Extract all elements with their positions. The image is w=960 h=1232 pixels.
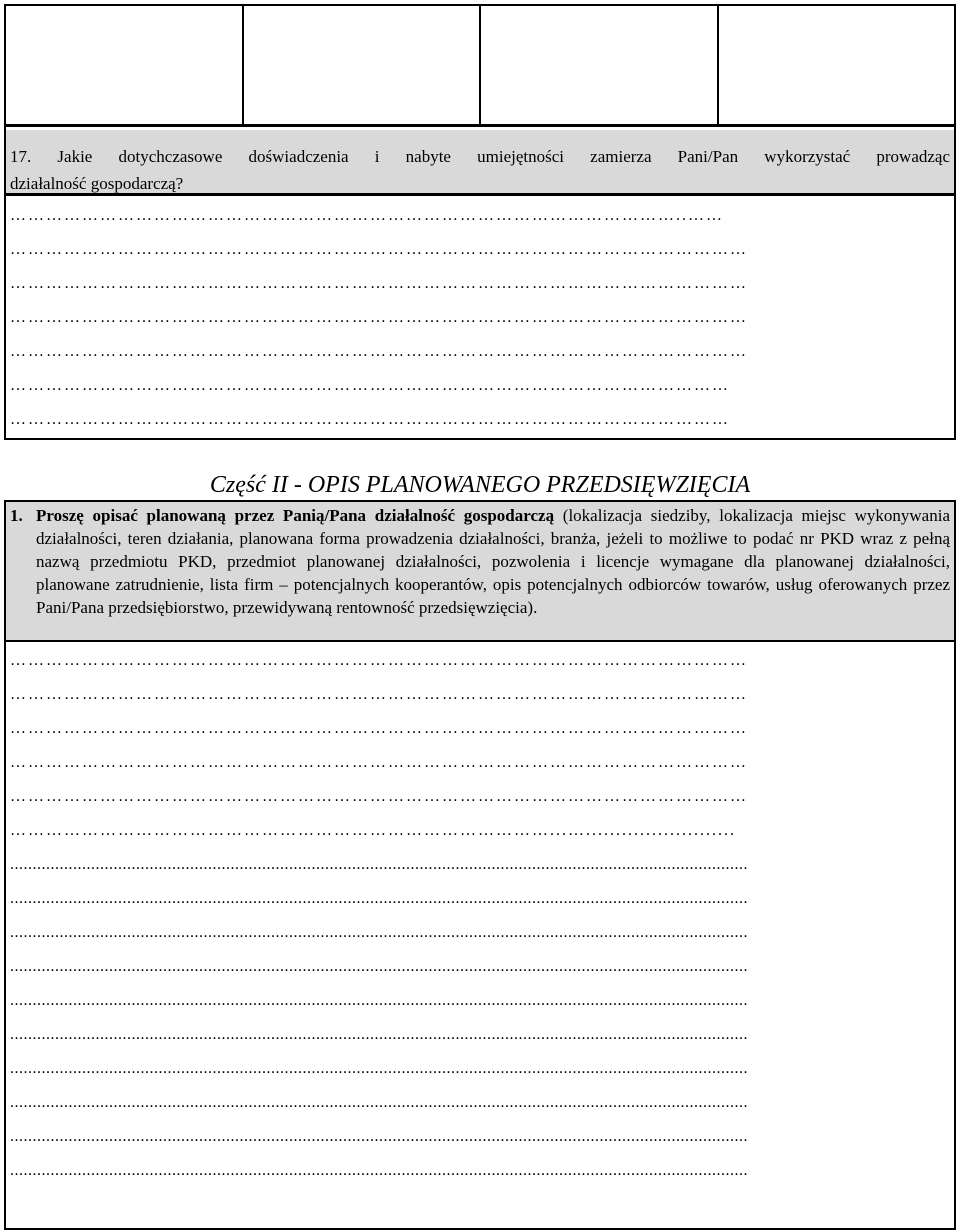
experience-table (4, 4, 956, 440)
answer-dotted-line: .................................................................................................................................................................... (10, 856, 748, 873)
answer-dotted-line: …………………………………………………………………………………………………………… (10, 788, 748, 805)
empty-cell[interactable] (481, 6, 719, 127)
answer-dotted-line: …………………………………………………………………………………………………………… (10, 309, 748, 326)
question-17-answer-area[interactable] (10, 199, 950, 437)
answer-dotted-line: ………………………………………………………………………………...…......................... (10, 822, 736, 839)
answer-dotted-line: …………………………………………………………………………………………………………… (10, 241, 748, 258)
answer-dotted-line: …………………………………………………………………………………………………………… (10, 652, 748, 669)
answer-dotted-line: .................................................................................................................................................................... (10, 958, 748, 975)
answer-dotted-line: …………………………………………………………………………………………………………… (10, 686, 748, 703)
answer-dotted-line: …………………………………………………………………………………………………………… (10, 720, 748, 737)
question-17 (6, 130, 954, 196)
answer-dotted-line: .................................................................................................................................................................... (10, 924, 748, 941)
question-17-line-2: działalność gospodarczą? (10, 174, 184, 193)
empty-cell[interactable] (6, 6, 244, 127)
answer-dotted-line: .................................................................................................................................................................... (10, 1094, 748, 1111)
answer-dotted-line: …………………………………………………………………………………………………………… (10, 275, 748, 292)
answer-dotted-line: …………………………………………………………………………………………………..…… (10, 207, 724, 224)
question-1-answer-area[interactable] (10, 644, 950, 1188)
answer-dotted-line: .................................................................................................................................................................... (10, 890, 748, 907)
question-1-bold-text: Proszę opisać planowaną przez Panią/Pana działalność gospodarczą (36, 506, 555, 525)
question-1 (6, 502, 954, 642)
answer-dotted-line: .................................................................................................................................................................... (10, 1128, 748, 1145)
empty-cell[interactable] (719, 6, 955, 127)
answer-dotted-line: ………………………………………………………………………………………………………… (10, 377, 730, 394)
empty-cell[interactable] (244, 6, 482, 127)
answer-dotted-line: ………………………………………………………………………………………………………… (10, 411, 730, 428)
answer-dotted-line: …………………………………………………………………………………………………………… (10, 343, 748, 360)
planned-venture-table (4, 500, 956, 1230)
answer-dotted-line: .................................................................................................................................................................... (10, 1162, 748, 1179)
answer-dotted-line: .................................................................................................................................................................... (10, 992, 748, 1009)
answer-dotted-line: .................................................................................................................................................................... (10, 1026, 748, 1043)
question-1-number: 1. (10, 506, 23, 525)
answer-dotted-line: …………………………………………………………………………………………………………… (10, 754, 748, 771)
question-1-text: (lokalizacja siedziby, lokalizacja miejsc wykonywania działalności, teren działania, planowana forma prowadzenia działalności, branża, jeżeli to możliwe to podać nr PKD wraz z pełną nazwą przedmiotu PKD, przedmiot planowanej działalności, pozwolenia i licencje wymagane dla planowanej działalności, planowane zatrudnienie, lista firm – potencjalnych kooperantów, opis potencjalnych odbiorców towarów, usług oferowanych przez Pani/Pana przedsiębiorstwo, przewidywaną rentowność przedsięwzięcia). (36, 506, 950, 617)
part-2-title: Część II - OPIS PLANOWANEGO PRZEDSIĘWZIĘCIA (209, 472, 751, 498)
answer-dotted-line: .................................................................................................................................................................... (10, 1060, 748, 1077)
empty-cells-row (6, 6, 954, 127)
question-17-line-1: 17. Jakie dotychczasowe doświadczenia i nabyte umiejętności zamierza Pani/Pan wykorzystać prowadząc (10, 147, 950, 166)
